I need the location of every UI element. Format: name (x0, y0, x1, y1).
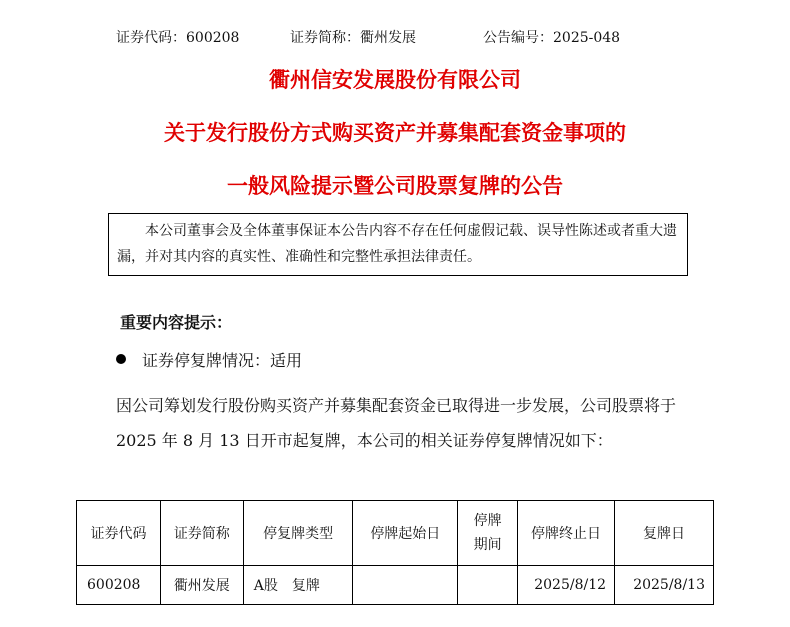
suspension-status-bullet (116, 348, 302, 371)
important-tips-heading: 重要内容提示： (120, 313, 233, 332)
header-period-label: 停牌期间 (473, 513, 502, 553)
table-header-row (77, 501, 714, 566)
header-security-abbr: 证券简称 (160, 501, 243, 566)
table-row (77, 566, 714, 605)
cell-security-code: 600208 (77, 566, 161, 605)
header-resume-date: 复牌日 (615, 501, 714, 566)
stock-code: 证券代码：600208 (116, 30, 240, 46)
announcement-number: 公告编号：2025-048 (483, 30, 621, 46)
board-guarantee-notice (108, 213, 688, 276)
company-name-title: 衢州信安发展股份有限公司 (269, 67, 521, 92)
bullet-text: 证券停复牌情况：适用 (142, 351, 303, 370)
header-period (458, 501, 518, 566)
cell-period (458, 566, 518, 605)
suspension-table (76, 500, 714, 605)
stock-abbreviation: 证券简称：衢州发展 (290, 30, 416, 46)
notice-text: 本公司董事会及全体董事保证本公告内容不存在任何虚假记载、误导性陈述或者重大遗漏，并对其内容的真实性、准确性和完整性承担法律责任。 (117, 223, 677, 265)
header-start-date: 停牌起始日 (353, 501, 458, 566)
cell-resume-date: 2025/8/13 (615, 566, 714, 605)
header-end-date: 停牌终止日 (518, 501, 615, 566)
cell-end-date: 2025/8/12 (518, 566, 615, 605)
resumption-paragraph: 因公司筹划发行股份购买资产并募集配套资金已取得进一步发展，公司股票将于 2025 年 8 月 13 日开市起复牌，本公司的相关证券停复牌情况如下： (116, 396, 677, 450)
announcement-title-line-1: 关于发行股份方式购买资产并募集配套资金事项的 (164, 120, 626, 145)
header-type: 停复牌类型 (243, 501, 353, 566)
cell-start-date (353, 566, 458, 605)
header-security-code: 证券代码 (77, 501, 161, 566)
announcement-title-line-2: 一般风险提示暨公司股票复牌的公告 (227, 173, 563, 198)
announcement-header (0, 27, 790, 49)
bullet-icon (116, 354, 126, 364)
cell-type: A股 复牌 (243, 566, 353, 605)
cell-security-abbr: 衢州发展 (160, 566, 243, 605)
